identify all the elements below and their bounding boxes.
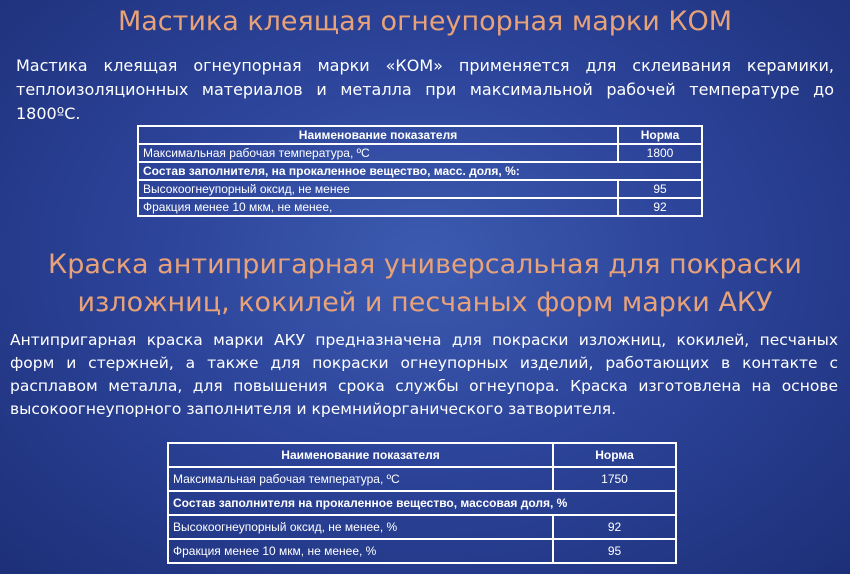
- table-header-row: [138, 126, 702, 144]
- table-row: [168, 515, 676, 539]
- row-value: 95: [618, 180, 702, 198]
- row-name: Высокоогнеупорный оксид, не менее, %: [168, 515, 553, 539]
- table-row: [138, 198, 702, 216]
- table-header-row: [168, 443, 676, 467]
- paragraph-line: форм и стержней, а также для покраски огнеупорных изделий, работающих в контакте с: [10, 354, 838, 372]
- table-row: [168, 467, 676, 491]
- aku-spec-table: [167, 442, 677, 564]
- section2-title: [0, 246, 850, 322]
- table-row: [138, 180, 702, 198]
- title-line: Краска антипригарная универсальная для покраски: [48, 249, 802, 280]
- row-name: Максимальная рабочая температура, ºС: [168, 467, 553, 491]
- row-value: 1800: [618, 144, 702, 162]
- column-header-name: Наименование показателя: [168, 443, 553, 467]
- row-value: 1750: [553, 467, 676, 491]
- row-name: Фракция менее 10 мкм, не менее, %: [168, 539, 553, 563]
- kom-spec-table: [137, 125, 703, 217]
- paragraph-line: теплоизоляционных материалов и металла при максимальной рабочей температуре до: [16, 80, 834, 99]
- row-value: 92: [618, 198, 702, 216]
- table-row: [138, 144, 702, 162]
- title-line: изложниц, кокилей и песчаных форм марки АКУ: [77, 287, 773, 318]
- paragraph-line: высокоогнеупорного заполнителя и кремнийорганического затворителя.: [10, 400, 617, 418]
- section1-title: Мастика клеящая огнеупорная марки КОМ: [117, 6, 733, 37]
- table-section-row: [138, 162, 702, 180]
- column-header-name: Наименование показателя: [138, 126, 618, 144]
- table-section-row: [168, 491, 676, 515]
- row-value: 95: [553, 539, 676, 563]
- section-row-label: Состав заполнителя на прокаленное вещество, массовая доля, %: [168, 491, 676, 515]
- section1-paragraph: [16, 54, 834, 126]
- paragraph-line: 1800ºС.: [16, 104, 81, 123]
- row-name: Фракция менее 10 мкм, не менее,: [138, 198, 618, 216]
- column-header-norm: Норма: [618, 126, 702, 144]
- row-name: Максимальная рабочая температура, ºС: [138, 144, 618, 162]
- paragraph-line: расплавом металла, для повышения срока службы огнеупора. Краска изготовлена на основе: [10, 377, 838, 395]
- paragraph-line: Мастика клеящая огнеупорная марки «КОМ» применяется для склеивания керамики,: [16, 56, 834, 75]
- section-row-label: Состав заполнителя, на прокаленное вещество, масс. доля, %:: [138, 162, 702, 180]
- column-header-norm: Норма: [553, 443, 676, 467]
- row-value: 92: [553, 515, 676, 539]
- paragraph-line: Антипригарная краска марки АКУ предназначена для покраски изложниц, кокилей, песчаных: [10, 331, 838, 349]
- section2-paragraph: [10, 329, 838, 421]
- row-name: Высокоогнеупорный оксид, не менее: [138, 180, 618, 198]
- table-row: [168, 539, 676, 563]
